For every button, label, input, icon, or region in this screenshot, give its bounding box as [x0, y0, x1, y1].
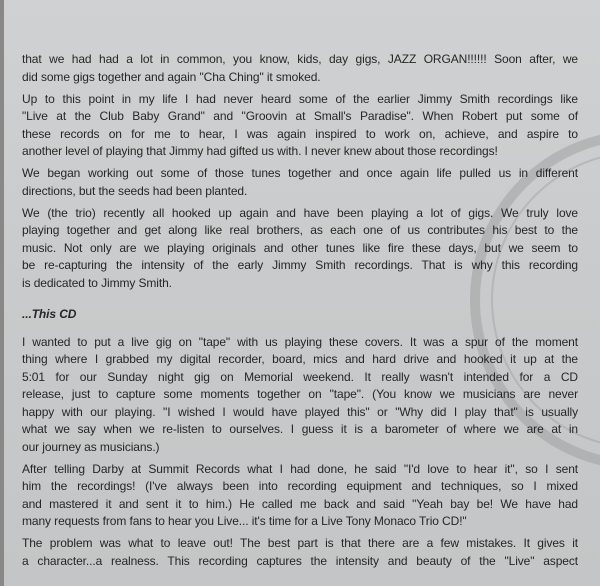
text-line: did some gigs together and again "Cha Ching" it smoked.	[22, 69, 321, 84]
text-line: release, just to capture some moments together on "tape". (You know we musicians are never	[22, 387, 578, 401]
text-line: We began working out some of those tunes together and once again life pulled us in different	[22, 166, 578, 180]
text-line: Up to this point in my life I had never heard some of the earlier Jimmy Smith recordings like	[22, 91, 578, 106]
paragraphs-before	[22, 51, 578, 292]
text-line: our journey as musicians.)	[22, 439, 160, 454]
text-line: these records on for me to hear, I was again inspired to work on, achieve, and aspire to	[22, 126, 578, 141]
text-line: "Live at the Club Baby Grand" and "Groovin at Small's Paradise". When Robert put some of	[22, 109, 578, 123]
text-line: is dedicated to Jimmy Smith.	[22, 275, 172, 290]
paragraph	[22, 535, 578, 570]
text-line: and mastered it and sent it to him.) He called me back and said "Yeah bay be! We have had	[22, 496, 578, 511]
text-line: music. Not only are we playing originals and other tunes like fire these days, but we seem to	[22, 240, 578, 255]
paragraph	[22, 91, 578, 161]
paragraph	[22, 461, 578, 531]
text-line: happy with our playing. "I wished I would have played this" or "Why did I play that" is usually	[22, 404, 578, 419]
liner-notes-text	[22, 51, 578, 575]
text-line: After telling Darby at Summit Records what I had done, he said "I'd love to hear it", so I sent	[22, 461, 578, 476]
text-line: another level of playing that Jimmy had gifted us with. I never knew about those recordings!	[22, 144, 498, 158]
text-line: 5:01 for our Sunday night gig on Memorial weekend. It really wasn't intended for a CD	[22, 369, 578, 384]
text-line: many requests from fans to hear you Live... it's time for a Live Tony Monaco Trio CD!"	[22, 514, 467, 528]
text-line: him the recordings! (I've always been into recording equipment and techniques, so I mixed	[22, 479, 578, 493]
text-line: playing together and get along like real brothers, as each one of us contributes his best to the	[22, 223, 578, 237]
text-line: I wanted to put a live gig on "tape" with us playing these covers. It was a spur of the moment	[22, 334, 578, 349]
text-line: that we had had a lot in common, you know, kids, day gigs, JAZZ ORGAN!!!!!! Soon after, we	[22, 52, 578, 66]
text-line: The problem was what to leave out! The best part is that there are a few mistakes. It gives it	[22, 536, 578, 550]
text-line: We (the trio) recently all hooked up again and have been playing a lot of gigs. We truly love	[22, 205, 578, 220]
paragraph	[22, 205, 578, 293]
paragraph	[22, 51, 578, 86]
section-heading: ...This CD	[22, 307, 77, 321]
text-line: be re-capturing the intensity of the early Jimmy Smith recordings. That is why this recording	[22, 258, 578, 272]
paragraph	[22, 334, 578, 457]
text-line: thing where I grabbed my digital recorder, board, mics and hard drive and hooked it up at the	[22, 352, 578, 366]
paragraphs-after	[22, 334, 578, 571]
text-line: what we say when we re-listen to ourselves. I guess it is a barometer of where we are at in	[22, 422, 578, 436]
text-line: a character...a realness. This recording captures the intensity and beauty of the "Live" aspect	[22, 553, 578, 568]
paragraph	[22, 165, 578, 200]
text-line: directions, but the seeds had been planted.	[22, 183, 248, 198]
